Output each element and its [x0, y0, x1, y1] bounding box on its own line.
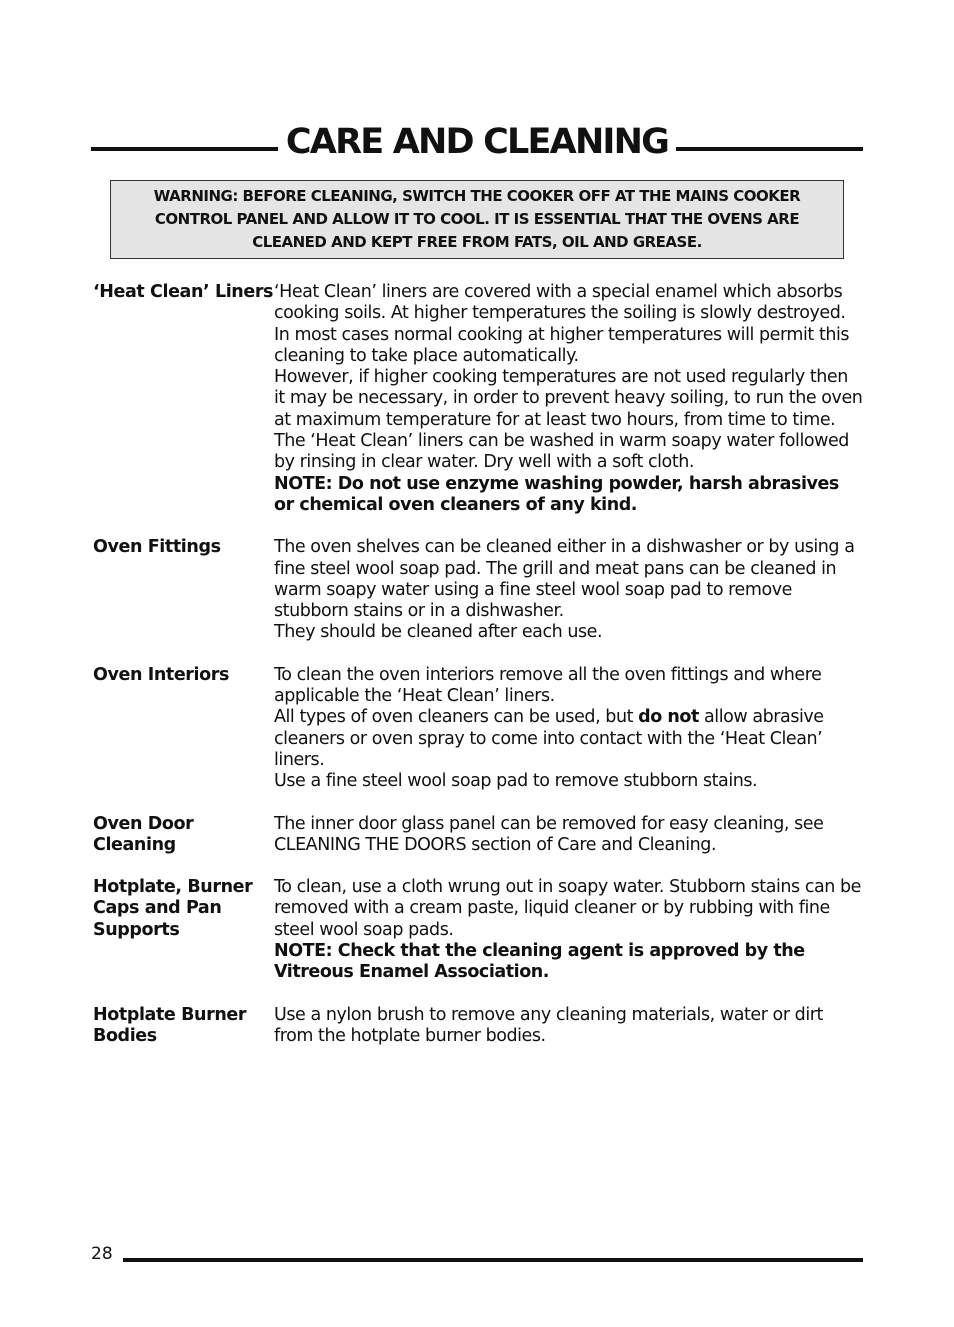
paragraph: The ‘Heat Clean’ liners can be washed in warm soapy water followed by rinsing in clear water. Dry well with a soft cloth.: [274, 431, 849, 473]
paragraph: Use a nylon brush to remove any cleaning materials, water or dirt from the hotplate burner bodies.: [274, 1004, 823, 1046]
content: [93, 282, 863, 1068]
section-hotplate-burner-bodies: [93, 1005, 863, 1048]
paragraph: The oven shelves can be cleaned either in a dishwasher or by using a fine steel wool soap pad. The grill and meat pans can be cleaned in warm soapy water using a fine steel wool soap pad to remove stubborn stains or in a dishwasher.: [274, 537, 855, 622]
section-body: [274, 1005, 863, 1048]
paragraph: They should be cleaned after each use.: [274, 622, 603, 643]
paragraph: The inner door glass panel can be removed for easy cleaning, see CLEANING THE DOORS section of Care and Cleaning.: [274, 813, 824, 855]
warning-box: WARNING: BEFORE CLEANING, SWITCH THE COOKER OFF AT THE MAINS COOKER CONTROL PANEL AND ALLOW IT TO COOL. IT IS ESSENTIAL THAT THE OVENS ARE CLEANED AND KEPT FREE FROM FATS, OIL AND GREASE.: [110, 180, 844, 259]
note: NOTE: Check that the cleaning agent is approved by the Vitreous Enamel Association.: [274, 941, 805, 983]
section-hotplate-burner-caps: [93, 877, 863, 983]
section-body: [274, 814, 863, 857]
title-rule-left: [91, 147, 278, 151]
section-label: Hotplate Burner Bodies: [93, 1004, 247, 1046]
text-run: All types of oven cleaners can be used, but: [274, 707, 639, 728]
section-oven-interiors: [93, 665, 863, 793]
section-label: Oven Interiors: [93, 664, 230, 685]
title-rule-right: [676, 147, 863, 151]
page-number: 28: [91, 1244, 113, 1264]
paragraph: [274, 707, 863, 771]
text-run: allow abrasive cleaners or oven spray to come into contact with the ‘Heat Clean’ liners.: [274, 707, 824, 770]
paragraph: To clean, use a cloth wrung out in soapy water. Stubborn stains can be removed with a cream paste, liquid cleaner or by rubbing with fine steel wool soap pads.: [274, 877, 861, 940]
section-heat-clean-liners: [93, 282, 863, 516]
section-label: Hotplate, Burner Caps and Pan Supports: [93, 877, 253, 940]
paragraph: To clean the oven interiors remove all the oven fittings and where applicable the ‘Heat Clean’ liners.: [274, 664, 822, 707]
title-row: [91, 120, 863, 164]
page-footer: [91, 1243, 863, 1265]
section-body: [274, 665, 863, 793]
section-oven-door-cleaning: [93, 814, 863, 857]
page-title: CARE AND CLEANING: [285, 122, 669, 162]
section-label: Oven Fittings: [93, 537, 221, 558]
section-body: [274, 877, 863, 983]
paragraph: However, if higher cooking temperatures are not used regularly then it may be necessary, in order to prevent heavy soiling, to run the oven at maximum temperature for at least two hours, from time to time.: [274, 367, 863, 430]
paragraph: ‘Heat Clean’ liners are covered with a special enamel which absorbs cooking soils. At higher temperatures the soiling is slowly destroyed.: [274, 282, 846, 324]
section-body: [274, 282, 863, 516]
section-label: ‘Heat Clean’ Liners: [93, 282, 274, 302]
note: NOTE: Do not use enzyme washing powder, harsh abrasives or chemical oven cleaners of any kind.: [274, 473, 839, 515]
footer-rule: [123, 1258, 863, 1262]
section-body: [274, 537, 863, 643]
paragraph: In most cases normal cooking at higher temperatures will permit this cleaning to take place automatically.: [274, 324, 850, 366]
emphasis: do not: [638, 707, 699, 728]
paragraph: Use a fine steel wool soap pad to remove stubborn stains.: [274, 771, 758, 792]
section-oven-fittings: [93, 537, 863, 643]
section-label: Oven Door Cleaning: [93, 813, 194, 855]
